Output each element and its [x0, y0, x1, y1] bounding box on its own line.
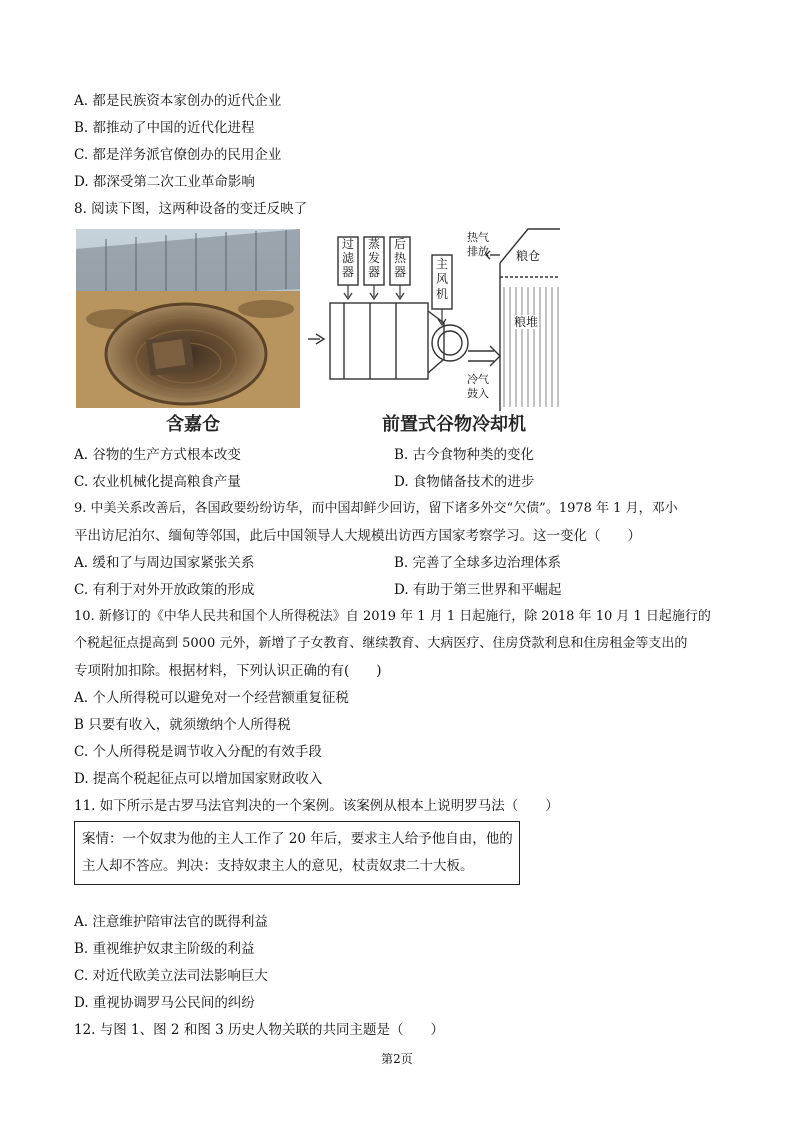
- q9-option-a: A. 缓和了与周边国家紧张关系: [74, 555, 255, 571]
- case-line1: 案情：一个奴隶为他的主人工作了 20 年后，要求主人给予他自由，他的: [82, 831, 513, 847]
- label-cold-air: 冷气鼓入: [467, 373, 489, 400]
- q11-option-a: A. 注意维护陪审法官的既得利益: [74, 914, 268, 930]
- case-line2: 主人却不答应。判决：支持奴隶主人的意见，杖责奴隶二十大板。: [82, 858, 474, 874]
- q9-option-d: D. 有助于第三世界和平崛起: [394, 582, 562, 598]
- label-hot-air: 热气排放: [467, 231, 489, 258]
- q8-option-c: C. 农业机械化提高粮食产量: [74, 474, 241, 490]
- q7-option-a: A. 都是民族资本家创办的近代企业: [74, 93, 282, 109]
- q10-stem-line3: 专项附加扣除。根据材料，下列认识正确的有( ): [74, 663, 382, 679]
- q11-option-c: C. 对近代欧美立法司法影响巨大: [74, 968, 268, 984]
- page-number: 第2页: [381, 1052, 413, 1066]
- q8-option-d: D. 食物储备技术的进步: [394, 474, 535, 490]
- q7-option-c: C. 都是洋务派官僚创办的民用企业: [74, 147, 282, 163]
- hanjia-granary-photo: [76, 229, 300, 408]
- q8-option-b: B. 古今食物种类的变化: [394, 447, 535, 463]
- q9-stem-line1: 9. 中美关系改善后，各国政要纷纷访华，而中国却鲜少回访，留下诸多外交“欠债”。1978 年 1 月，邓小: [74, 501, 678, 516]
- q7-option-b: B. 都推动了中国的近代化进程: [74, 120, 255, 136]
- photo-caption: 含嘉仓: [166, 414, 220, 435]
- diagram-caption: 前置式谷物冷却机: [382, 414, 526, 435]
- label-fan: 主风机: [435, 257, 448, 301]
- label-granary: 粮仓: [516, 249, 541, 263]
- grain-cooler-diagram: [304, 227, 560, 411]
- label-filter: 过滤器: [341, 237, 354, 279]
- q8-stem: 8. 阅读下图，这两种设备的变迁反映了: [74, 201, 308, 217]
- q10-option-a: A. 个人所得税可以避免对一个经营额重复征税: [74, 690, 349, 706]
- q11-stem: 11. 如下所示是古罗马法官判决的一个案例。该案例从根本上说明罗马法（ ）: [74, 798, 559, 814]
- q9-stem-line2: 平出访尼泊尔、缅甸等邻国，此后中国领导人大规模出访西方国家考察学习。这一变化（ ）: [74, 528, 641, 544]
- q7-option-d: D. 都深受第二次工业革命影响: [74, 174, 255, 190]
- q9-option-b: B. 完善了全球多边治理体系: [394, 555, 562, 571]
- q10-stem-line1: 10. 新修订的《中华人民共和国个人所得税法》自 2019 年 1 月 1 日起施行，除 2018 年 10 月 1 日起施行的: [74, 609, 711, 624]
- label-reheater: 后热器: [393, 237, 406, 279]
- q10-option-c: C. 个人所得税是调节收入分配的有效手段: [74, 744, 322, 760]
- label-evaporator: 蒸发器: [367, 237, 380, 279]
- q11-option-b: B. 重视维护奴隶主阶级的利益: [74, 941, 255, 957]
- q10-option-b: B 只要有收入，就须缴纳个人所得税: [74, 717, 291, 733]
- q9-option-c: C. 有利于对外开放政策的形成: [74, 582, 255, 598]
- q10-stem-line2: 个税起征点提高到 5000 元外，新增了子女教育、继续教育、大病医疗、住房贷款利息和住房租金等支出的: [74, 636, 688, 651]
- q11-option-d: D. 重视协调罗马公民间的纠纷: [74, 995, 255, 1011]
- q10-option-d: D. 提高个税起征点可以增加国家财政收入: [74, 771, 323, 787]
- q12-stem: 12. 与图 1、图 2 和图 3 历史人物关联的共同主题是（ ）: [74, 1022, 444, 1038]
- label-grain-pile: 粮堆: [514, 315, 539, 329]
- q8-option-a: A. 谷物的生产方式根本改变: [74, 447, 241, 463]
